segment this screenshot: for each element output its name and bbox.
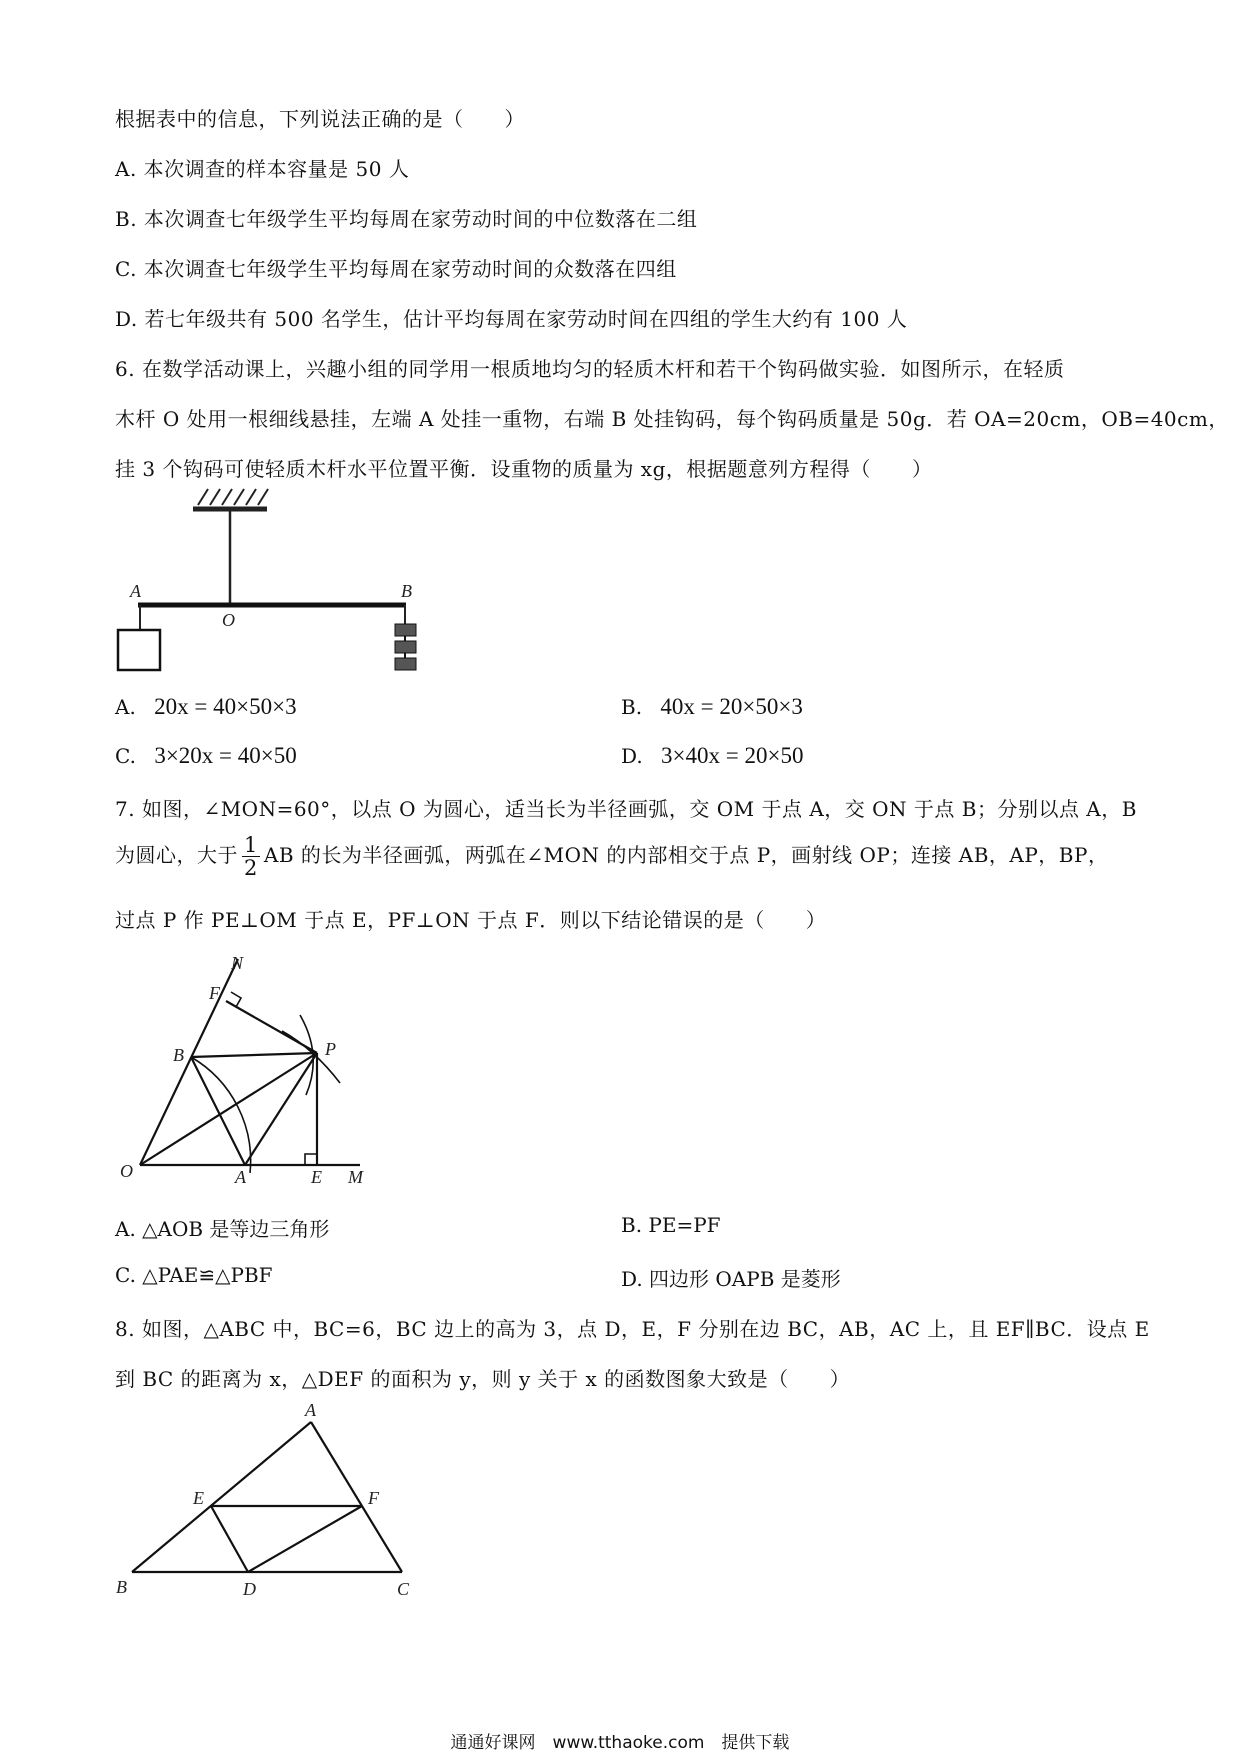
q6-line3: 挂 3 个钩码可使轻质木杆水平位置平衡．设重物的质量为 xg，根据题意列方程得（ ）: [115, 457, 933, 481]
label-P: P: [325, 1039, 336, 1059]
label-B: B: [173, 1045, 184, 1065]
q6-option-b: [621, 694, 803, 720]
q7-angle-figure: [110, 955, 380, 1185]
label-A: A: [130, 581, 141, 601]
footer-source: 通通好课网 www.tthaoke.com 提供下载: [450, 1733, 790, 1753]
q6-lever-figure: [110, 484, 450, 684]
label-B: B: [116, 1577, 127, 1597]
intro-question: 根据表中的信息，下列说法正确的是（ ）: [115, 107, 525, 131]
segment-AP: [245, 1053, 317, 1165]
label-B: B: [401, 581, 412, 601]
label-F: F: [368, 1488, 379, 1508]
label-O: O: [120, 1161, 133, 1181]
label-D: D: [243, 1579, 256, 1599]
weight-box: [118, 630, 160, 670]
label-C: C: [397, 1579, 410, 1599]
q7-option-a: A. △AOB 是等边三角形: [115, 1217, 330, 1241]
q7-line2-suffix: AB 的长为半径画弧，两弧在∠MON 的内部相交于点 P，画射线 OP；连接 AB，AP，BP，: [263, 843, 1109, 868]
label-M: M: [348, 1167, 363, 1187]
q7-option-c: C. △PAE≌△PBF: [115, 1263, 273, 1287]
q6-option-c-letter: C.: [115, 744, 136, 768]
q8-line1: 8. 如图，△ABC 中，BC=6，BC 边上的高为 3，点 D，E，F 分别在边 BC，AB，AC 上，且 EF∥BC．设点 E: [115, 1317, 1150, 1341]
right-angle-E: [305, 1154, 317, 1165]
segment-AC: [311, 1422, 402, 1572]
q6-option-d-letter: D.: [621, 744, 643, 768]
segment-BP: [191, 1053, 317, 1057]
q8-line2: 到 BC 的距离为 x，△DEF 的面积为 y，则 y 关于 x 的函数图象大致是（ ）: [115, 1367, 851, 1391]
q7-option-d: D. 四边形 OAPB 是菱形: [621, 1267, 841, 1291]
label-N: N: [231, 953, 244, 973]
q6-line2: 木杆 O 处用一根细线悬挂，左端 A 处挂一重物，右端 B 处挂钩码，每个钩码质量是 50g．若 OA=20cm，OB=40cm，: [115, 407, 1229, 431]
intro-option-b: B. 本次调查七年级学生平均每周在家劳动时间的中位数落在二组: [115, 207, 698, 231]
intro-option-c: C. 本次调查七年级学生平均每周在家劳动时间的众数落在四组: [115, 257, 677, 281]
intro-option-a: A. 本次调查的样本容量是 50 人: [115, 157, 410, 181]
q7-option-b: B. PE=PF: [621, 1213, 721, 1237]
one-half-fraction: [242, 834, 260, 879]
q6-option-b-letter: B.: [621, 695, 643, 719]
label-F: F: [209, 983, 220, 1003]
label-A: A: [305, 1400, 316, 1420]
q6-option-d: [621, 743, 803, 769]
hook-weights: [395, 624, 416, 670]
q7-line2: [115, 834, 1108, 879]
q7-line2-prefix: 为圆心，大于: [115, 843, 238, 868]
q6-option-a-letter: A.: [115, 695, 136, 719]
q6-option-b-expr: 40x = 20×50×3: [660, 694, 803, 719]
intro-option-d: D. 若七年级共有 500 名学生，估计平均每周在家劳动时间在四组的学生大约有 100 人: [115, 307, 908, 331]
segment-AB: [191, 1057, 245, 1165]
q6-option-a-expr: 20x = 40×50×3: [154, 694, 297, 719]
q7-line3: 过点 P 作 PE⊥OM 于点 E，PF⊥ON 于点 F．则以下结论错误的是（ ）: [115, 908, 827, 932]
segment-ED: [211, 1506, 248, 1572]
label-E: E: [193, 1488, 204, 1508]
q7-line1: 7. 如图，∠MON=60°，以点 O 为圆心，适当长为半径画弧，交 OM 于点 A，交 ON 于点 B；分别以点 A，B: [115, 797, 1137, 821]
arc-from-A: [300, 1015, 313, 1095]
q6-option-a: [115, 694, 297, 720]
q6-line1: 6. 在数学活动课上，兴趣小组的同学用一根质地均匀的轻质木杆和若干个钩码做实验．如图所示，在轻质: [115, 357, 1065, 381]
ceiling-hatch: [193, 489, 268, 509]
q6-option-c-expr: 3×20x = 40×50: [154, 743, 297, 768]
label-A: A: [235, 1167, 246, 1187]
fraction-numerator: 1: [244, 833, 258, 857]
fraction-denominator: 2: [244, 856, 258, 881]
segment-AB: [132, 1422, 311, 1572]
q8-triangle-figure: [110, 1400, 420, 1605]
segment-DF: [248, 1506, 362, 1572]
label-E: E: [311, 1167, 322, 1187]
q6-option-d-expr: 3×40x = 20×50: [661, 743, 804, 768]
label-O: O: [222, 610, 235, 630]
q6-option-c: [115, 743, 297, 769]
